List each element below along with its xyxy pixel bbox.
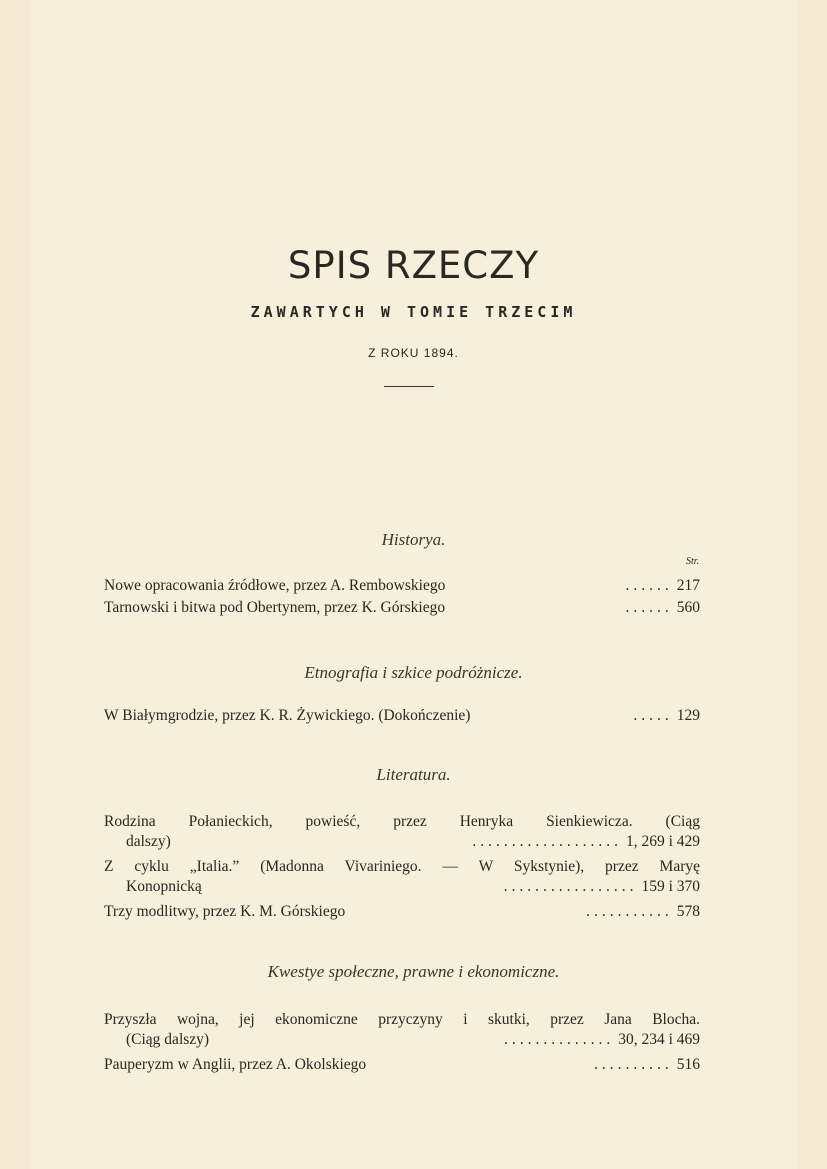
entry-page: 217 <box>676 577 700 594</box>
page-subtitle: ZAWARTYCH W TOMIE TRZECIM <box>250 303 577 321</box>
entry-page: 1, 269 i 429 <box>625 833 700 850</box>
section-heading-etnografia: Etnografia i szkice podróżnicze. <box>304 663 523 682</box>
leader-dots: ................... <box>472 833 622 850</box>
entry-title: Z cyklu „Italia.” (Madonna Vivariniego. — W Sykstynie), przez Maryę <box>104 858 700 875</box>
divider <box>384 386 434 387</box>
year-line: Z ROKU 1894. <box>368 346 459 360</box>
entry-title-cont: Konopnicką <box>126 878 202 895</box>
entry-title: Trzy modlitwy, przez K. M. Górskiego <box>104 903 346 920</box>
entry-page: 560 <box>676 599 700 616</box>
entry-title-cont: (Ciąg dalszy) <box>126 1031 210 1048</box>
toc-entry <box>104 706 700 726</box>
entry-title: Rodzina Połanieckich, powieść, przez Henryka Sienkiewicza. (Ciąg <box>104 813 700 830</box>
leader-dots: ..... <box>633 707 673 724</box>
entry-page: 578 <box>676 903 700 920</box>
entry-title: Przyszła wojna, jej ekonomiczne przyczyny i skutki, przez Jana Blocha. <box>104 1011 700 1028</box>
toc-entry <box>104 812 700 852</box>
entry-page: 516 <box>676 1056 700 1073</box>
entry-title: Tarnowski i bitwa pod Obertynem, przez K. Górskiego <box>104 599 446 616</box>
leader-dots: ...... <box>625 599 673 616</box>
toc-entry <box>104 902 700 922</box>
entry-title: Nowe opracowania źródłowe, przez A. Rembowskiego <box>104 577 446 594</box>
toc-entry <box>104 1010 700 1050</box>
entry-title: W Białymgrodzie, przez K. R. Żywickiego. (Dokończenie) <box>104 707 471 724</box>
leader-dots: .............. <box>503 1031 615 1048</box>
leader-dots: .......... <box>594 1056 673 1073</box>
leader-dots: ................. <box>503 878 638 895</box>
toc-entry <box>104 1055 700 1075</box>
toc-entry <box>104 857 700 897</box>
entry-title-cont: dalszy) <box>126 833 171 850</box>
section-heading-literatura: Literatura. <box>376 765 451 784</box>
section-heading-kwestye: Kwestye społeczne, prawne i ekonomiczne. <box>267 962 560 981</box>
section-heading-historya: Historya. <box>381 530 446 549</box>
toc-entry <box>104 598 700 618</box>
page-title: SPIS RZECZY <box>287 244 540 287</box>
leader-dots: ...... <box>625 577 673 594</box>
entry-page: 159 i 370 <box>641 878 700 895</box>
toc-entry <box>104 576 700 596</box>
leader-dots: ........... <box>586 903 673 920</box>
entry-title: Pauperyzm w Anglii, przez A. Okolskiego <box>104 1056 367 1073</box>
entry-page: 129 <box>676 707 700 724</box>
page-column-label: Str. <box>685 556 699 567</box>
entry-page: 30, 234 i 469 <box>618 1031 700 1048</box>
